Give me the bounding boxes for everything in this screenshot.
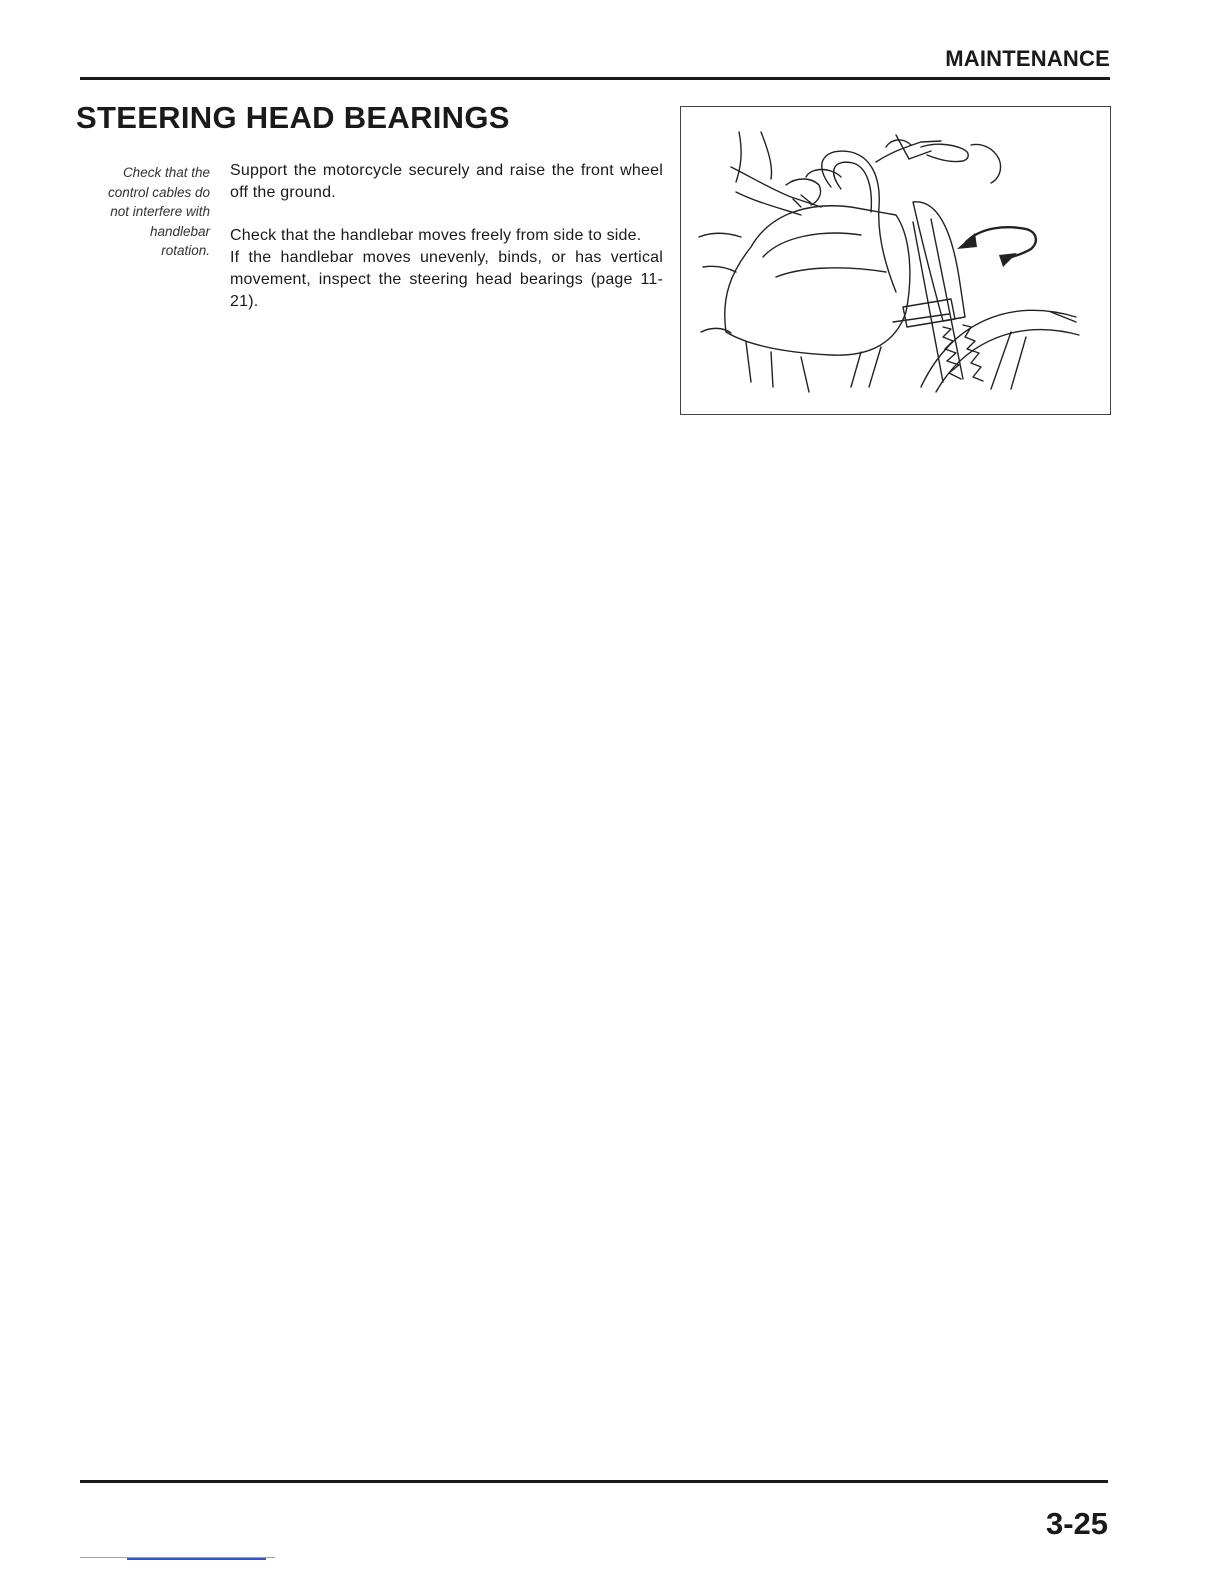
rotation-arrowhead-right bbox=[999, 253, 1017, 267]
side-note-line: handlebar bbox=[149, 223, 210, 239]
side-note-line: not interfere with bbox=[110, 204, 210, 219]
paragraph-inspect: If the handlebar moves unevenly, binds, or has vertical movement, inspect the steering head bearings (page 11-21). bbox=[230, 249, 663, 310]
section-title: STEERING HEAD BEARINGS bbox=[76, 100, 510, 135]
rotation-arrowhead-left bbox=[957, 233, 977, 249]
paragraph-support: Support the motorcycle securely and raise the front wheel off the ground. bbox=[230, 162, 663, 201]
side-note bbox=[80, 163, 210, 261]
steering-illustration bbox=[680, 106, 1111, 415]
footer-rule bbox=[80, 1480, 1108, 1483]
rotation-arrow bbox=[966, 227, 1036, 259]
body-text bbox=[230, 160, 663, 313]
header-rule bbox=[80, 77, 1110, 80]
footer-blue-mark bbox=[127, 1558, 266, 1560]
steering-illustration-drawing bbox=[681, 107, 1110, 414]
header-section-title: MAINTENANCE bbox=[945, 46, 1110, 71]
paragraph-check: Check that the handlebar moves freely from side to side. bbox=[230, 227, 642, 244]
page-number: 3-25 bbox=[1045, 1506, 1108, 1541]
side-note-line: Check that the bbox=[122, 165, 210, 180]
side-note-line: rotation. bbox=[161, 243, 210, 258]
fuel-tank bbox=[725, 206, 910, 355]
side-note-line: control cables do bbox=[107, 184, 210, 200]
front-wheel bbox=[921, 310, 1076, 387]
